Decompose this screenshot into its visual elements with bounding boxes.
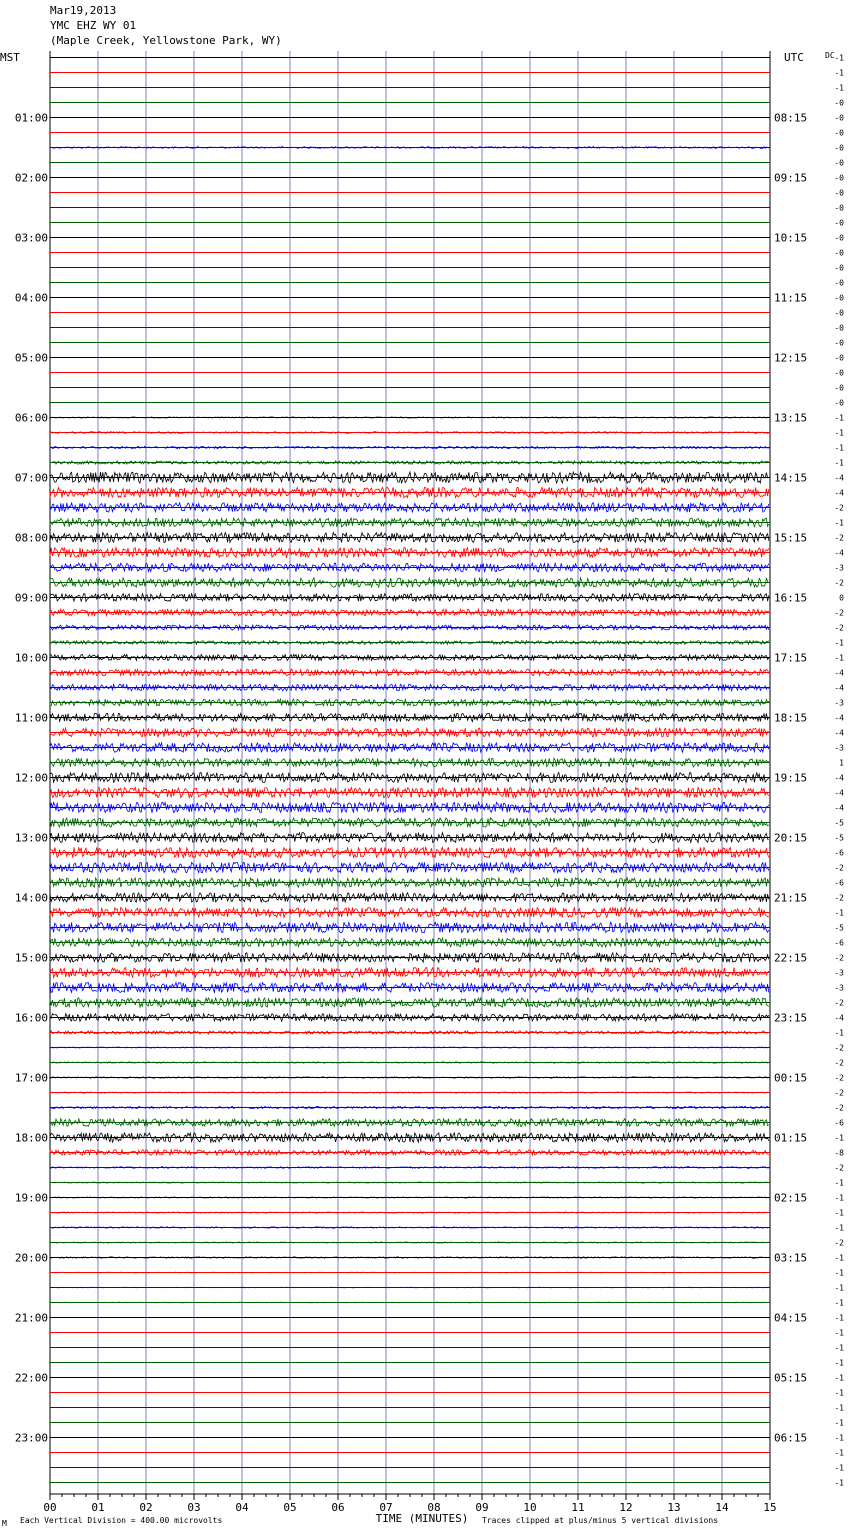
trace-rows xyxy=(50,58,770,1483)
dc-offset: -6 xyxy=(834,938,844,948)
dc-offset: -4 xyxy=(834,713,844,723)
dc-offset: -5 xyxy=(834,833,844,843)
dc-offset: -1 xyxy=(834,68,844,78)
dc-offset: -5 xyxy=(834,818,844,828)
dc-offset: -5 xyxy=(834,923,844,933)
dc-offset: -0 xyxy=(834,188,844,198)
hour-label-left: 15:00 xyxy=(14,951,48,965)
dc-header-label: DC xyxy=(825,51,835,60)
hour-label-left: 08:00 xyxy=(14,531,48,545)
hour-label-left: 07:00 xyxy=(14,471,48,485)
station-code: YMC EHZ WY 01 xyxy=(50,19,137,32)
dc-offset: -6 xyxy=(834,878,844,888)
dc-offset: -4 xyxy=(834,788,844,798)
dc-offset: -0 xyxy=(834,203,844,213)
dc-offset: -1 xyxy=(834,1223,844,1233)
dc-offset: 1 xyxy=(839,758,844,768)
hour-label-left: 21:00 xyxy=(14,1311,48,1325)
hour-label-left: 19:00 xyxy=(14,1191,48,1205)
dc-offset: -0 xyxy=(834,128,844,138)
dc-offset: -2 xyxy=(834,533,844,543)
hour-label-right: 23:15 xyxy=(774,1011,808,1025)
dc-offset: -0 xyxy=(834,233,844,243)
dc-offset: -1 xyxy=(834,1358,844,1368)
dc-offset: -4 xyxy=(834,683,844,693)
dc-offset: -1 xyxy=(834,1373,844,1383)
dc-offset: -2 xyxy=(834,1103,844,1113)
dc-offset: -4 xyxy=(834,803,844,813)
x-tick-label: 10 xyxy=(523,1501,537,1514)
hour-label-right: 15:15 xyxy=(774,531,808,545)
dc-offset: -2 xyxy=(834,503,844,513)
x-tick-label: 03 xyxy=(187,1501,201,1514)
dc-offset: -2 xyxy=(834,623,844,633)
dc-offset: -0 xyxy=(834,383,844,393)
hour-label-left: 22:00 xyxy=(14,1371,48,1385)
hour-label-left: 03:00 xyxy=(14,231,48,245)
trace-waveform xyxy=(50,1287,769,1288)
dc-offset: -1 xyxy=(834,1208,844,1218)
dc-offset: -1 xyxy=(834,1028,844,1038)
hour-label-left: 20:00 xyxy=(14,1251,48,1265)
hour-label-left: 13:00 xyxy=(14,831,48,845)
hour-label-right: 10:15 xyxy=(774,231,808,245)
dc-offset-labels xyxy=(834,54,844,1488)
hour-label-left: 01:00 xyxy=(14,111,48,125)
dc-offset: -2 xyxy=(834,998,844,1008)
hour-label-right: 11:15 xyxy=(774,291,808,305)
record-date: Mar19,2013 xyxy=(50,4,117,17)
hour-label-left: 17:00 xyxy=(14,1071,48,1085)
x-tick-label: 07 xyxy=(379,1501,393,1514)
dc-offset: -4 xyxy=(834,773,844,783)
dc-offset: -0 xyxy=(834,278,844,288)
scale-note: Each Vertical Division = 400.00 microvolts xyxy=(20,1516,223,1525)
dc-offset: -1 xyxy=(834,1133,844,1143)
dc-offset: -2 xyxy=(834,953,844,963)
x-tick-label: 14 xyxy=(715,1501,729,1514)
trace-waveform xyxy=(50,1302,769,1303)
dc-offset: -4 xyxy=(834,1013,844,1023)
dc-offset: -2 xyxy=(834,1163,844,1173)
hour-label-right: 17:15 xyxy=(774,651,808,665)
dc-offset: -1 xyxy=(834,1418,844,1428)
dc-offset: -0 xyxy=(834,338,844,348)
right-timezone-label: UTC xyxy=(784,51,804,64)
hour-label-left: 06:00 xyxy=(14,411,48,425)
dc-offset: -3 xyxy=(834,983,844,993)
trace-waveform xyxy=(50,1031,769,1034)
x-tick-label: 09 xyxy=(475,1501,489,1514)
dc-offset: -1 xyxy=(834,1328,844,1338)
hour-label-right: 18:15 xyxy=(774,711,808,725)
x-tick-label: 08 xyxy=(427,1501,441,1514)
dc-offset: -0 xyxy=(834,248,844,258)
dc-offset: -0 xyxy=(834,113,844,123)
hour-label-left: 18:00 xyxy=(14,1131,48,1145)
dc-offset: -1 xyxy=(834,443,844,453)
dc-offset: -1 xyxy=(834,428,844,438)
dc-offset: -2 xyxy=(834,1043,844,1053)
dc-offset: -0 xyxy=(834,308,844,318)
clip-note: Traces clipped at plus/minus 5 vertical divisions xyxy=(482,1516,719,1525)
dc-offset: -1 xyxy=(834,1178,844,1188)
dc-offset: -4 xyxy=(834,488,844,498)
dc-offset: -1 xyxy=(834,1313,844,1323)
station-location: (Maple Creek, Yellowstone Park, WY) xyxy=(50,34,282,47)
hour-label-right: 08:15 xyxy=(774,111,808,125)
hour-label-left: 12:00 xyxy=(14,771,48,785)
x-axis xyxy=(43,1494,776,1514)
dc-offset: -2 xyxy=(834,608,844,618)
trace-waveform xyxy=(50,446,769,448)
trace-waveform xyxy=(50,1106,769,1108)
hour-label-right: 13:15 xyxy=(774,411,808,425)
hour-label-left: 10:00 xyxy=(14,651,48,665)
dc-offset: -1 xyxy=(834,908,844,918)
x-tick-label: 05 xyxy=(283,1501,297,1514)
trace-waveform xyxy=(50,594,769,602)
dc-offset: -1 xyxy=(834,1283,844,1293)
dc-offset: -4 xyxy=(834,473,844,483)
dc-offset: -0 xyxy=(834,353,844,363)
hour-label-right: 06:15 xyxy=(774,1431,808,1445)
dc-offset: -2 xyxy=(834,863,844,873)
dc-offset: -2 xyxy=(834,578,844,588)
x-tick-label: 15 xyxy=(763,1501,777,1514)
hour-label-right: 20:15 xyxy=(774,831,808,845)
dc-offset: -1 xyxy=(834,1403,844,1413)
hour-label-right: 22:15 xyxy=(774,951,808,965)
hour-label-right: 03:15 xyxy=(774,1251,808,1265)
hour-label-right: 05:15 xyxy=(774,1371,808,1385)
dc-offset: -1 xyxy=(834,53,844,63)
dc-offset: -1 xyxy=(834,1478,844,1488)
hour-label-right: 01:15 xyxy=(774,1131,808,1145)
dc-offset: -1 xyxy=(834,1463,844,1473)
dc-offset: -1 xyxy=(834,1298,844,1308)
hour-label-right: 16:15 xyxy=(774,591,808,605)
dc-offset: -3 xyxy=(834,563,844,573)
x-tick-label: 06 xyxy=(331,1501,345,1514)
hour-label-right: 14:15 xyxy=(774,471,808,485)
hour-label-right: 19:15 xyxy=(774,771,808,785)
dc-offset: -1 xyxy=(834,1193,844,1203)
trace-waveform xyxy=(50,953,769,962)
trace-waveform xyxy=(50,878,769,887)
dc-offset: -1 xyxy=(834,653,844,663)
x-tick-label: 02 xyxy=(139,1501,153,1514)
dc-offset: -2 xyxy=(834,1073,844,1083)
dc-offset: -1 xyxy=(834,1448,844,1458)
x-axis-title: TIME (MINUTES) xyxy=(375,1512,469,1525)
hour-label-right: 04:15 xyxy=(774,1311,808,1325)
dc-offset: -1 xyxy=(834,1343,844,1353)
left-timezone-label: MST xyxy=(0,51,20,64)
hour-label-right: 21:15 xyxy=(774,891,808,905)
x-tick-label: 13 xyxy=(667,1501,681,1514)
x-tick-label: 11 xyxy=(571,1501,585,1514)
dc-offset: -2 xyxy=(834,1088,844,1098)
dc-offset: -2 xyxy=(834,893,844,903)
x-tick-label: 12 xyxy=(619,1501,633,1514)
hour-label-right: 09:15 xyxy=(774,171,808,185)
dc-offset: -0 xyxy=(834,293,844,303)
dc-offset: -8 xyxy=(834,1148,844,1158)
bottom-left-mark: M xyxy=(2,1519,7,1528)
x-tick-label: 04 xyxy=(235,1501,249,1514)
dc-offset: -0 xyxy=(834,143,844,153)
dc-offset: -2 xyxy=(834,1238,844,1248)
dc-offset: -1 xyxy=(834,638,844,648)
dc-offset: 0 xyxy=(839,593,844,603)
x-tick-label: 01 xyxy=(91,1501,105,1514)
dc-offset: -0 xyxy=(834,173,844,183)
dc-offset: -6 xyxy=(834,1118,844,1128)
dc-offset: -0 xyxy=(834,98,844,108)
dc-offset: -1 xyxy=(834,413,844,423)
hour-label-left: 11:00 xyxy=(14,711,48,725)
dc-offset: -0 xyxy=(834,398,844,408)
dc-offset: -1 xyxy=(834,1433,844,1443)
dc-offset: -0 xyxy=(834,158,844,168)
hour-label-left: 04:00 xyxy=(14,291,48,305)
hour-label-left: 14:00 xyxy=(14,891,48,905)
right-hour-labels xyxy=(774,112,807,1445)
dc-offset: -1 xyxy=(834,518,844,528)
dc-offset: -0 xyxy=(834,218,844,228)
x-tick-label: 00 xyxy=(43,1501,57,1514)
dc-offset: -4 xyxy=(834,548,844,558)
hour-label-left: 02:00 xyxy=(14,171,48,185)
dc-offset: -0 xyxy=(834,263,844,273)
hour-label-right: 02:15 xyxy=(774,1191,808,1205)
dc-offset: -1 xyxy=(834,1388,844,1398)
dc-offset: -1 xyxy=(834,1253,844,1263)
hour-label-right: 00:15 xyxy=(774,1071,808,1085)
dc-offset: -3 xyxy=(834,743,844,753)
dc-offset: -1 xyxy=(834,458,844,468)
dc-offset: -4 xyxy=(834,728,844,738)
hour-label-left: 05:00 xyxy=(14,351,48,365)
hour-label-left: 23:00 xyxy=(14,1431,48,1445)
dc-offset: -1 xyxy=(834,1268,844,1278)
dc-offset: -3 xyxy=(834,968,844,978)
dc-offset: -0 xyxy=(834,368,844,378)
dc-offset: -6 xyxy=(834,848,844,858)
hour-label-left: 16:00 xyxy=(14,1011,48,1025)
hour-label-left: 09:00 xyxy=(14,591,48,605)
dc-offset: -1 xyxy=(834,83,844,93)
hour-label-right: 12:15 xyxy=(774,351,808,365)
left-hour-labels xyxy=(15,112,48,1445)
dc-offset: -3 xyxy=(834,698,844,708)
dc-offset: -2 xyxy=(834,1058,844,1068)
dc-offset: -0 xyxy=(834,323,844,333)
dc-offset: -4 xyxy=(834,668,844,678)
